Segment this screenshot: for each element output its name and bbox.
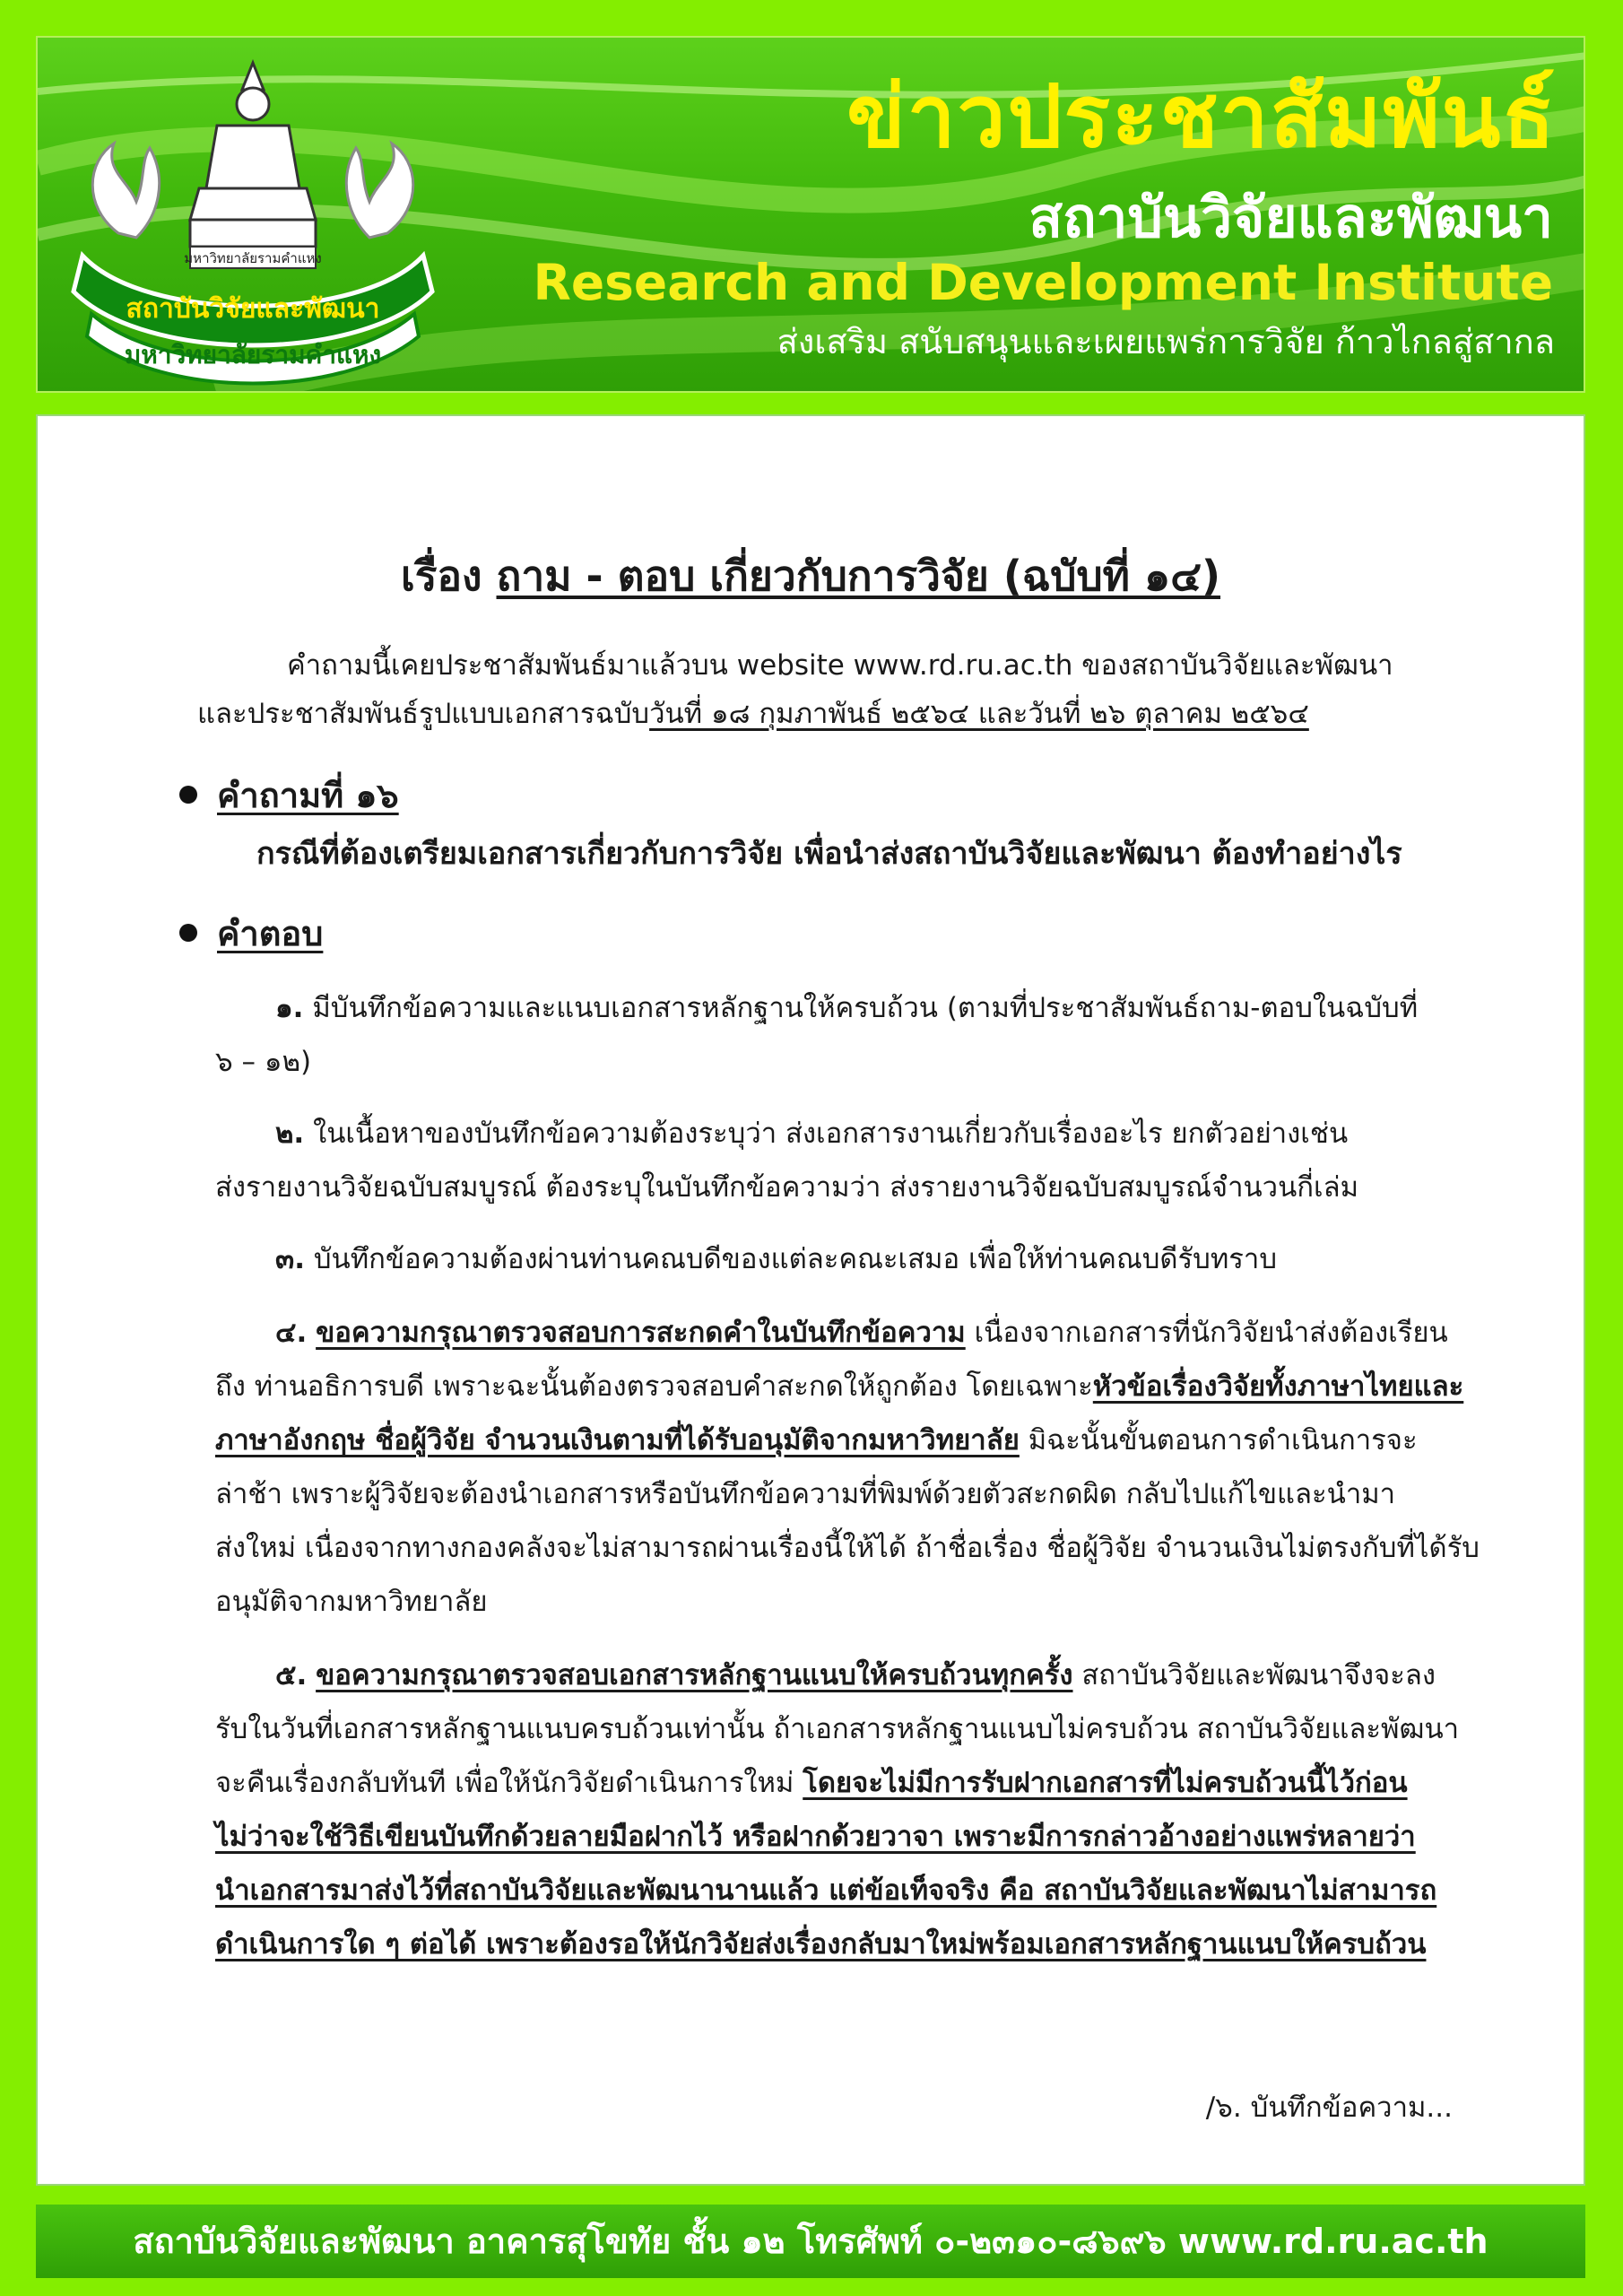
- question-text: กรณีที่ต้องเตรียมเอกสารเกี่ยวกับการวิจัย เพื่อนำส่งสถาบันวิจัยและพัฒนา ต้องทำอย่างไร: [256, 836, 1402, 872]
- banner-org-english: Research and Development Institute: [533, 254, 1553, 311]
- answer-item-4: [275, 1306, 1448, 1360]
- document-title: [38, 544, 1584, 609]
- continuation-note: /๖. บันทึกข้อความ...: [1205, 2092, 1453, 2124]
- answer-item-5: [275, 1648, 1436, 1702]
- institute-logo: [65, 54, 441, 386]
- header-banner: [36, 36, 1585, 393]
- question-heading-text: คำถามที่ ๑๖: [217, 776, 399, 815]
- item-number: ๕.: [275, 1659, 308, 1692]
- answer-item-4-line-2: [215, 1360, 1463, 1413]
- item-text: ในเนื้อหาของบันทึกข้อความต้องระบุว่า ส่งเอกสารงานเกี่ยวกับเรื่องอะไร ยกตัวอย่างเช่น: [313, 1118, 1349, 1150]
- intro-text: และประชาสัมพันธ์รูปแบบเอกสารฉบับ: [197, 698, 650, 730]
- item-number: ๓.: [275, 1243, 305, 1275]
- answer-item-5-line-2: รับในวันที่เอกสารหลักฐานแนบครบถ้วนเท่านั้น ถ้าเอกสารหลักฐานแนบไม่ครบถ้วน สถาบันวิจัยและพัฒนา: [215, 1713, 1460, 1745]
- bullet-icon: [179, 924, 197, 942]
- answer-item-1-cont: ๖ – ๑๒): [215, 1046, 312, 1078]
- answer-item-5-line-5: นำเอกสารมาส่งไว้ที่สถาบันวิจัยและพัฒนานานแล้ว แต่ข้อเท็จจริง คือ สถาบันวิจัยและพัฒนาไม่สามารถ: [215, 1874, 1437, 1907]
- logo-plaque-text: มหาวิทยาลัยรามคำแหง: [184, 250, 322, 266]
- logo-ribbon-top-text: สถาบันวิจัยและพัฒนา: [126, 293, 380, 325]
- footer-contact: สถาบันวิจัยและพัฒนา อาคารสุโขทัย ชั้น ๑๒ โทรศัพท์ ๐-๒๓๑๐-๘๖๙๖ www.rd.ru.ac.th: [133, 2222, 1488, 2261]
- question-heading: [179, 768, 399, 822]
- answer-heading-text: คำตอบ: [217, 914, 324, 953]
- item-text: มิฉะนั้นขั้นตอนการดำเนินการจะ: [1019, 1424, 1418, 1457]
- item-text: เนื่องจากเอกสารที่นักวิจัยนำส่งต้องเรียน: [965, 1317, 1448, 1349]
- document-panel: [36, 414, 1585, 2186]
- item-number: ๔.: [275, 1317, 308, 1349]
- intro-line-1: คำถามนี้เคยประชาสัมพันธ์มาแล้วบน website www.rd.ru.ac.th ของสถาบันวิจัยและพัฒนา: [287, 649, 1393, 682]
- banner-title: ข่าวประชาสัมพันธ์: [846, 66, 1557, 167]
- item-text: ถึง ท่านอธิการบดี เพราะฉะนั้นต้องตรวจสอบคำสะกดให้ถูกต้อง โดยเฉพาะ: [215, 1370, 1093, 1403]
- intro-dates: วันที่ ๑๘ กุมภาพันธ์ ๒๕๖๔ และวันที่ ๒๖ ตุลาคม ๒๕๖๔: [649, 698, 1309, 730]
- item-text: มีบันทึกข้อความและแนบเอกสารหลักฐานให้ครบถ้วน (ตามที่ประชาสัมพันธ์ถาม-ตอบในฉบับที่: [312, 992, 1419, 1024]
- item-text: จะคืนเรื่องกลับทันที เพื่อให้นักวิจัยดำเนินการใหม่: [215, 1767, 803, 1799]
- logo-ribbon-bottom-text: มหาวิทยาลัยรามคำแหง: [124, 340, 382, 370]
- intro-line-2: [197, 687, 1309, 741]
- answer-item-5-line-3: [215, 1756, 1408, 1810]
- item-number: ๒.: [275, 1118, 305, 1150]
- item-text: สถาบันวิจัยและพัฒนาจึงจะลง: [1072, 1659, 1436, 1692]
- item-lead: ขอความกรุณาตรวจสอบเอกสารหลักฐานแนบให้ครบถ้วนทุกครั้ง: [316, 1659, 1073, 1692]
- answer-item-1: [275, 981, 1418, 1035]
- item-text: บันทึกข้อความต้องผ่านท่านคณบดีของแต่ละคณะเสมอ เพื่อให้ท่านคณบดีรับทราบ: [313, 1243, 1278, 1275]
- answer-item-5-line-4: ไม่ว่าจะใช้วิธีเขียนบันทึกด้วยลายมือฝากไว้ หรือฝากด้วยวาจา เพราะมีการกล่าวอ้างอย่างแพร่หลายว่า: [215, 1821, 1416, 1853]
- statue-icon: [190, 63, 316, 247]
- item-emphasis: ภาษาอังกฤษ ชื่อผู้วิจัย จำนวนเงินตามที่ได้รับอนุมัติจากมหาวิทยาลัย: [215, 1424, 1020, 1457]
- answer-item-2-cont: ส่งรายงานวิจัยฉบับสมบูรณ์ ต้องระบุในบันทึกข้อความว่า ส่งรายงานวิจัยฉบับสมบูรณ์จำนวนกี่เล่ม: [215, 1171, 1359, 1204]
- item-emphasis: หัวข้อเรื่องวิจัยทั้งภาษาไทยและ: [1092, 1370, 1464, 1403]
- bullet-icon: [179, 786, 197, 804]
- item-lead: ขอความกรุณาตรวจสอบการสะกดคำในบันทึกข้อความ: [316, 1317, 966, 1349]
- answer-item-4-line-4: ล่าช้า เพราะผู้วิจัยจะต้องนำเอกสารหรือบันทึกข้อความที่พิมพ์ด้วยตัวสะกดผิด กลับไปแก้ไขและนำมา: [215, 1478, 1396, 1510]
- banner-org-thai: สถาบันวิจัยและพัฒนา: [1028, 185, 1553, 250]
- answer-item-4-line-3: [215, 1413, 1418, 1467]
- footer-bar: [36, 2205, 1585, 2278]
- answer-item-4-line-5: ส่งใหม่ เนื่องจากทางกองคลังจะไม่สามารถผ่านเรื่องนี้ให้ได้ ถ้าชื่อเรื่อง ชื่อผู้วิจัย จำนวนเงินไม่ตรงกับที่ได้รับ: [215, 1532, 1480, 1564]
- title-main: ถาม - ตอบ เกี่ยวกับการวิจัย (ฉบับที่ ๑๔): [496, 552, 1221, 600]
- banner-slogan: ส่งเสริม สนับสนุนและเผยแพร่การวิจัย ก้าวไกลสู่สากล: [777, 322, 1555, 361]
- answer-item-4-line-6: อนุมัติจากมหาวิทยาลัย: [215, 1586, 488, 1618]
- answer-item-3: [275, 1232, 1277, 1286]
- item-number: ๑.: [275, 992, 304, 1024]
- title-prefix: เรื่อง: [400, 552, 482, 600]
- answer-item-2: [275, 1107, 1348, 1161]
- item-emphasis: โดยจะไม่มีการรับฝากเอกสารที่ไม่ครบถ้วนนี้ไว้ก่อน: [803, 1767, 1408, 1799]
- answer-heading: [179, 906, 323, 961]
- answer-item-5-line-6: ดำเนินการใด ๆ ต่อได้ เพราะต้องรอให้นักวิจัยส่งเรื่องกลับมาใหม่พร้อมเอกสารหลักฐานแนบให้ครบถ้วน: [215, 1928, 1427, 1961]
